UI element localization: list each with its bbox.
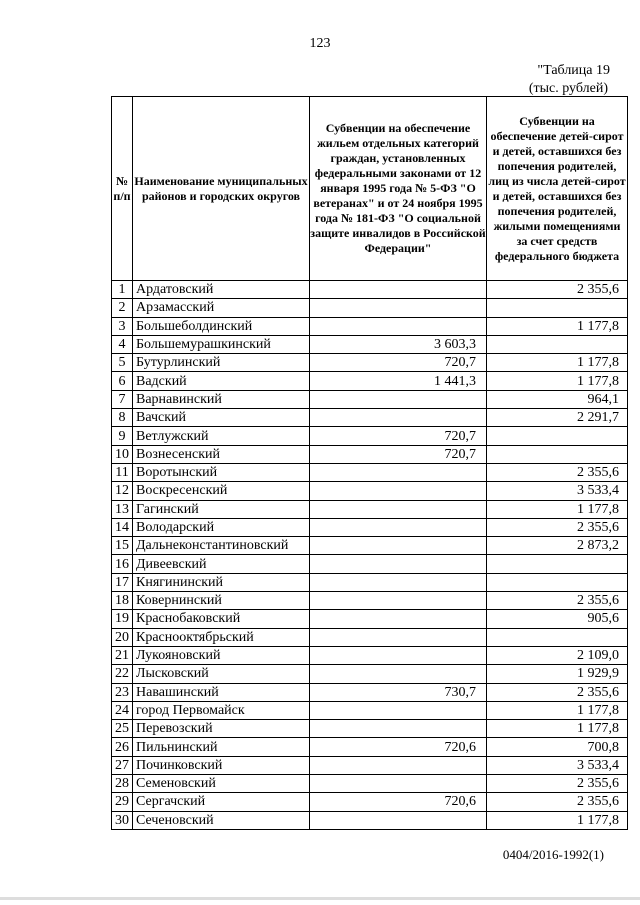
- row-name-cell: Бутурлинский: [133, 354, 310, 372]
- row-subsidy-veterans-cell: [310, 665, 487, 683]
- row-number-cell: 2: [112, 299, 133, 317]
- table-row: [112, 756, 628, 774]
- row-subsidy-orphans-cell: 2 109,0: [487, 646, 628, 664]
- row-name-cell: Дальнеконстантиновский: [133, 537, 310, 555]
- row-subsidy-veterans-cell: [310, 281, 487, 299]
- row-number-cell: 25: [112, 720, 133, 738]
- row-name-cell: Большеболдинский: [133, 317, 310, 335]
- row-name-cell: Княгининский: [133, 573, 310, 591]
- row-subsidy-orphans-cell: [487, 628, 628, 646]
- row-subsidy-veterans-cell: [310, 756, 487, 774]
- row-subsidy-orphans-cell: 2 355,6: [487, 281, 628, 299]
- table-row: [112, 390, 628, 408]
- row-name-cell: Воскресенский: [133, 482, 310, 500]
- row-subsidy-orphans-cell: 2 355,6: [487, 683, 628, 701]
- table-row: [112, 463, 628, 481]
- table-row: [112, 701, 628, 719]
- row-number-cell: 3: [112, 317, 133, 335]
- row-subsidy-orphans-cell: [487, 427, 628, 445]
- row-name-cell: Дивеевский: [133, 555, 310, 573]
- row-name-cell: Сергачский: [133, 793, 310, 811]
- header-subsidy-veterans: Субвенции на обеспечение жильем отдельных категорий граждан, установленных федеральными законами от 12 января 1995 года № 5-ФЗ "О ветеранах" и от 24 ноября 1995 года № 181-ФЗ "О социальной защите инвалидов в Российской Федерации": [310, 97, 487, 281]
- row-number-cell: 8: [112, 409, 133, 427]
- header-num: № п/п: [112, 97, 133, 281]
- row-subsidy-veterans-cell: [310, 646, 487, 664]
- row-subsidy-orphans-cell: 1 177,8: [487, 811, 628, 829]
- row-subsidy-orphans-cell: [487, 573, 628, 591]
- row-number-cell: 28: [112, 775, 133, 793]
- page-number: 123: [309, 36, 331, 51]
- row-number-cell: 7: [112, 390, 133, 408]
- row-subsidy-veterans-cell: [310, 317, 487, 335]
- table-row: [112, 573, 628, 591]
- table-row: [112, 445, 628, 463]
- row-number-cell: 26: [112, 738, 133, 756]
- row-subsidy-orphans-cell: 2 355,6: [487, 463, 628, 481]
- table-body: [112, 281, 628, 830]
- row-number-cell: 6: [112, 372, 133, 390]
- document-code: 0404/2016-1992(1): [502, 847, 604, 862]
- row-name-cell: Ардатовский: [133, 281, 310, 299]
- row-number-cell: 15: [112, 537, 133, 555]
- row-subsidy-orphans-cell: 1 177,8: [487, 354, 628, 372]
- row-subsidy-veterans-cell: 720,6: [310, 738, 487, 756]
- row-number-cell: 21: [112, 646, 133, 664]
- row-name-cell: Навашинский: [133, 683, 310, 701]
- row-name-cell: Володарский: [133, 518, 310, 536]
- row-subsidy-orphans-cell: 700,8: [487, 738, 628, 756]
- row-subsidy-orphans-cell: [487, 555, 628, 573]
- table-row: [112, 610, 628, 628]
- row-subsidy-veterans-cell: [310, 610, 487, 628]
- row-number-cell: 16: [112, 555, 133, 573]
- row-subsidy-veterans-cell: 730,7: [310, 683, 487, 701]
- row-subsidy-orphans-cell: 1 177,8: [487, 720, 628, 738]
- row-number-cell: 27: [112, 756, 133, 774]
- table-row: [112, 775, 628, 793]
- row-subsidy-veterans-cell: [310, 573, 487, 591]
- row-subsidy-veterans-cell: [310, 299, 487, 317]
- row-subsidy-veterans-cell: 1 441,3: [310, 372, 487, 390]
- row-subsidy-orphans-cell: 1 177,8: [487, 372, 628, 390]
- row-subsidy-veterans-cell: [310, 775, 487, 793]
- row-number-cell: 12: [112, 482, 133, 500]
- row-number-cell: 20: [112, 628, 133, 646]
- scan-artifact-line: [0, 897, 640, 900]
- row-name-cell: Большемурашкинский: [133, 335, 310, 353]
- row-name-cell: Арзамасский: [133, 299, 310, 317]
- row-subsidy-orphans-cell: 964,1: [487, 390, 628, 408]
- row-number-cell: 10: [112, 445, 133, 463]
- table-row: [112, 628, 628, 646]
- row-number-cell: 13: [112, 500, 133, 518]
- row-subsidy-veterans-cell: [310, 518, 487, 536]
- row-subsidy-veterans-cell: [310, 720, 487, 738]
- row-number-cell: 9: [112, 427, 133, 445]
- row-subsidy-orphans-cell: 3 533,4: [487, 756, 628, 774]
- row-subsidy-veterans-cell: [310, 482, 487, 500]
- table-row: [112, 592, 628, 610]
- row-number-cell: 4: [112, 335, 133, 353]
- row-name-cell: Ковернинский: [133, 592, 310, 610]
- row-subsidy-orphans-cell: 1 929,9: [487, 665, 628, 683]
- row-subsidy-veterans-cell: 720,7: [310, 445, 487, 463]
- table-row: [112, 281, 628, 299]
- table-row: [112, 720, 628, 738]
- table-row: [112, 683, 628, 701]
- row-subsidy-orphans-cell: 2 873,2: [487, 537, 628, 555]
- row-subsidy-veterans-cell: 720,6: [310, 793, 487, 811]
- row-subsidy-veterans-cell: 3 603,3: [310, 335, 487, 353]
- row-subsidy-veterans-cell: [310, 592, 487, 610]
- table-row: [112, 317, 628, 335]
- row-name-cell: Краснобаковский: [133, 610, 310, 628]
- row-subsidy-orphans-cell: 2 355,6: [487, 518, 628, 536]
- table-header-row: [112, 97, 628, 281]
- row-name-cell: Сеченовский: [133, 811, 310, 829]
- table-row: [112, 335, 628, 353]
- row-subsidy-orphans-cell: 2 355,6: [487, 592, 628, 610]
- table-row: [112, 646, 628, 664]
- row-name-cell: Вачский: [133, 409, 310, 427]
- row-number-cell: 5: [112, 354, 133, 372]
- row-number-cell: 1: [112, 281, 133, 299]
- row-name-cell: Починковский: [133, 756, 310, 774]
- row-number-cell: 11: [112, 463, 133, 481]
- table-units: (тыс. рублей): [528, 81, 608, 96]
- row-number-cell: 22: [112, 665, 133, 683]
- row-subsidy-veterans-cell: [310, 811, 487, 829]
- row-name-cell: Гагинский: [133, 500, 310, 518]
- row-number-cell: 18: [112, 592, 133, 610]
- row-name-cell: Семеновский: [133, 775, 310, 793]
- header-subsidy-orphans: Субвенции на обеспечение детей-сирот и детей, оставшихся без попечения родителей, лиц из числа детей-сирот и детей, оставшихся без попечения родителей, жилыми помещениями за счет средств федерального бюджета: [487, 97, 628, 281]
- table-row: [112, 793, 628, 811]
- row-name-cell: Варнавинский: [133, 390, 310, 408]
- table-row: [112, 665, 628, 683]
- row-subsidy-orphans-cell: 1 177,8: [487, 701, 628, 719]
- row-subsidy-orphans-cell: 1 177,8: [487, 317, 628, 335]
- table-title: "Таблица 19: [537, 63, 610, 78]
- row-number-cell: 17: [112, 573, 133, 591]
- row-subsidy-veterans-cell: [310, 701, 487, 719]
- row-subsidy-orphans-cell: [487, 445, 628, 463]
- row-subsidy-orphans-cell: 2 355,6: [487, 775, 628, 793]
- table-row: [112, 537, 628, 555]
- header-name: Наименование муниципальных районов и городских округов: [133, 97, 310, 281]
- row-name-cell: Вознесенский: [133, 445, 310, 463]
- row-subsidy-veterans-cell: 720,7: [310, 427, 487, 445]
- row-subsidy-veterans-cell: 720,7: [310, 354, 487, 372]
- row-number-cell: 14: [112, 518, 133, 536]
- table-row: [112, 409, 628, 427]
- row-number-cell: 29: [112, 793, 133, 811]
- row-subsidy-veterans-cell: [310, 463, 487, 481]
- row-subsidy-veterans-cell: [310, 390, 487, 408]
- row-name-cell: Пильнинский: [133, 738, 310, 756]
- row-subsidy-orphans-cell: 1 177,8: [487, 500, 628, 518]
- table-row: [112, 482, 628, 500]
- row-subsidy-orphans-cell: [487, 335, 628, 353]
- row-name-cell: Лукояновский: [133, 646, 310, 664]
- table-row: [112, 354, 628, 372]
- row-number-cell: 23: [112, 683, 133, 701]
- row-name-cell: Перевозский: [133, 720, 310, 738]
- subsidy-table: [111, 96, 628, 830]
- row-name-cell: Вадский: [133, 372, 310, 390]
- row-name-cell: город Первомайск: [133, 701, 310, 719]
- row-name-cell: Ветлужский: [133, 427, 310, 445]
- row-subsidy-veterans-cell: [310, 555, 487, 573]
- table-row: [112, 427, 628, 445]
- row-number-cell: 19: [112, 610, 133, 628]
- table-row: [112, 299, 628, 317]
- row-subsidy-veterans-cell: [310, 409, 487, 427]
- table-row: [112, 372, 628, 390]
- table-row: [112, 500, 628, 518]
- row-subsidy-veterans-cell: [310, 628, 487, 646]
- row-name-cell: Воротынский: [133, 463, 310, 481]
- row-name-cell: Краснооктябрьский: [133, 628, 310, 646]
- row-subsidy-orphans-cell: 905,6: [487, 610, 628, 628]
- row-number-cell: 30: [112, 811, 133, 829]
- table-row: [112, 518, 628, 536]
- row-subsidy-orphans-cell: 2 355,6: [487, 793, 628, 811]
- row-subsidy-orphans-cell: 3 533,4: [487, 482, 628, 500]
- row-number-cell: 24: [112, 701, 133, 719]
- row-subsidy-orphans-cell: 2 291,7: [487, 409, 628, 427]
- row-subsidy-veterans-cell: [310, 537, 487, 555]
- table-row: [112, 555, 628, 573]
- row-subsidy-orphans-cell: [487, 299, 628, 317]
- table-row: [112, 811, 628, 829]
- row-subsidy-veterans-cell: [310, 500, 487, 518]
- row-name-cell: Лысковский: [133, 665, 310, 683]
- table-row: [112, 738, 628, 756]
